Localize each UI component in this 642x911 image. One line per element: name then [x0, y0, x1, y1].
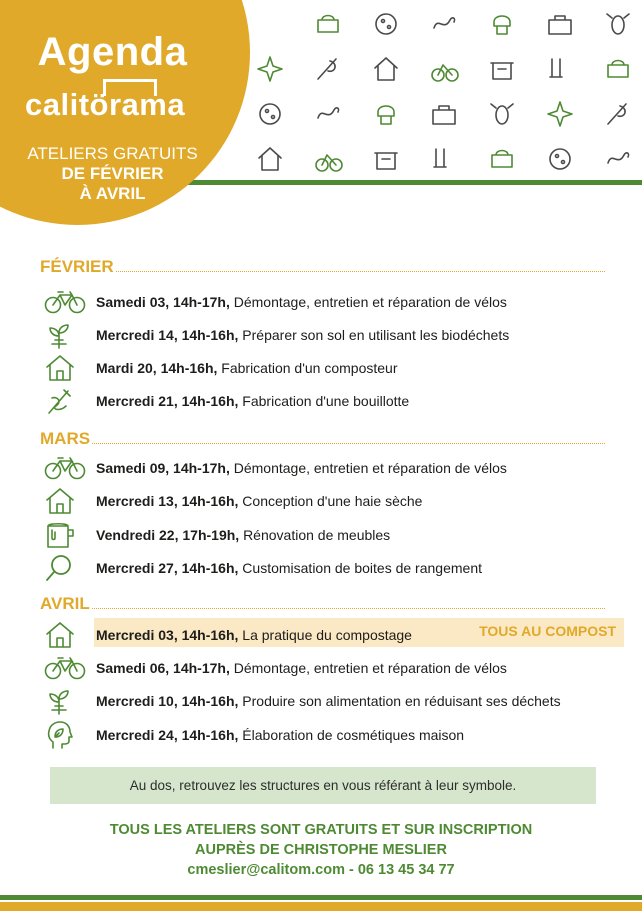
head-leaf-icon — [44, 720, 88, 750]
agenda-item — [44, 320, 624, 350]
brand-name: calitörama — [25, 87, 186, 122]
decorative-icon — [430, 100, 458, 128]
bottom-stripe-green — [0, 895, 642, 900]
decorative-icon — [372, 55, 400, 83]
decorative-icon — [372, 145, 400, 173]
house-icon — [44, 620, 88, 650]
decorative-icon — [256, 145, 284, 173]
agenda-item-date: Mercredi 03, 14h-16h, — [96, 627, 239, 643]
decorative-icon — [430, 10, 458, 38]
decorative-icon — [488, 10, 516, 38]
section-1 — [40, 253, 605, 277]
footer-line-1: TOUS LES ATELIERS SONT GRATUITS ET SUR INSCRIPTION — [109, 822, 533, 838]
decorative-icon — [314, 55, 342, 83]
footer-contact[interactable]: cmeslier@calitom.com - 06 13 45 34 77 — [187, 862, 455, 878]
bottom-stripe-gold — [0, 902, 642, 911]
magnifier-icon — [44, 553, 88, 583]
decorative-icon — [314, 145, 342, 173]
seedling-icon — [44, 686, 88, 716]
decorative-icon — [604, 55, 632, 83]
agenda-item-text — [96, 360, 398, 376]
section-header — [40, 253, 605, 277]
agenda-item — [44, 486, 624, 516]
agenda-item-title: Démontage, entretien et réparation de vélos — [233, 460, 507, 476]
decorative-icon — [604, 10, 632, 38]
section-divider — [116, 271, 605, 272]
decorative-icon — [256, 55, 284, 83]
agenda-item-date: Vendredi 22, 17h-19h, — [96, 527, 240, 543]
agenda-item-text — [96, 693, 561, 709]
seedling-icon — [44, 320, 88, 350]
agenda-item-title: Démontage, entretien et réparation de vélos — [233, 660, 507, 676]
decorative-icon — [546, 55, 574, 83]
agenda-item — [44, 620, 624, 650]
agenda-item — [44, 287, 624, 317]
agenda-item-date: Mercredi 14, 14h-16h, — [96, 327, 239, 343]
agenda-item — [44, 720, 624, 750]
agenda-item-title: Élaboration de cosmétiques maison — [242, 727, 465, 743]
decorative-icon — [430, 145, 458, 173]
info-note: Au dos, retrouvez les structures en vous référant à leur symbole. — [50, 767, 596, 804]
section-divider — [92, 443, 605, 444]
brand-roof-line — [103, 79, 157, 96]
section-header — [40, 590, 605, 614]
agenda-item-text — [96, 327, 509, 343]
agenda-item-title: Conception d'une haie sèche — [242, 493, 423, 509]
agenda-item-title: Fabrication d'une bouillotte — [242, 393, 410, 409]
event-tag: TOUS AU COMPOST — [479, 623, 616, 639]
decorative-icon-grid — [240, 0, 642, 180]
decorative-icon — [546, 145, 574, 173]
agenda-item-title: Produire son alimentation en réduisant ses déchets — [242, 693, 561, 709]
agenda-item-date: Mercredi 21, 14h-16h, — [96, 393, 239, 409]
agenda-item-title: Préparer son sol en utilisant les biodéchets — [242, 327, 510, 343]
agenda-item — [44, 686, 624, 716]
agenda-item-date: Samedi 06, 14h-17h, — [96, 660, 230, 676]
bicycle-icon — [44, 453, 88, 483]
section-title: FÉVRIER — [40, 257, 114, 276]
agenda-item-date: Samedi 03, 14h-17h, — [96, 294, 230, 310]
agenda-item — [44, 386, 624, 416]
agenda-item — [44, 553, 624, 583]
paint-bucket-icon — [44, 520, 88, 550]
decorative-icon — [604, 145, 632, 173]
agenda-item-text — [96, 627, 412, 643]
decorative-icon — [488, 100, 516, 128]
section-title: AVRIL — [40, 594, 90, 613]
section-title: MARS — [40, 429, 91, 448]
subtitle-line-2: DE FÉVRIER — [61, 164, 164, 183]
agenda-item-text — [96, 393, 409, 409]
decorative-icon — [314, 10, 342, 38]
agenda-item — [44, 653, 624, 683]
decorative-icon — [488, 145, 516, 173]
section-header — [40, 425, 605, 449]
section-2 — [40, 425, 605, 449]
agenda-item-date: Mercredi 24, 14h-16h, — [96, 727, 239, 743]
agenda-item-text — [96, 660, 507, 676]
footer-line-2: AUPRÈS DE CHRISTOPHE MESLIER — [195, 842, 447, 858]
decorative-icon — [430, 55, 458, 83]
decorative-icon — [372, 100, 400, 128]
section-divider — [92, 608, 605, 609]
section-3 — [40, 590, 605, 614]
agenda-item-title: Démontage, entretien et réparation de vélos — [233, 294, 507, 310]
decorative-icon — [314, 100, 342, 128]
decorative-icon — [372, 10, 400, 38]
agenda-item-text — [96, 294, 507, 310]
agenda-item-date: Mercredi 13, 14h-16h, — [96, 493, 239, 509]
agenda-item-date: Mercredi 27, 14h-16h, — [96, 560, 239, 576]
subtitle-line-3: À AVRIL — [79, 184, 146, 203]
agenda-title: Agenda — [37, 30, 188, 74]
agenda-item — [44, 353, 624, 383]
house-icon — [44, 353, 88, 383]
needle-icon — [44, 386, 88, 416]
agenda-item-title: Customisation de boites de rangement — [242, 560, 482, 576]
decorative-icon — [488, 55, 516, 83]
decorative-icon — [546, 100, 574, 128]
agenda-item-text — [96, 460, 507, 476]
agenda-item-text — [96, 527, 390, 543]
header — [0, 0, 642, 203]
agenda-item-text — [96, 727, 464, 743]
agenda-item-date: Samedi 09, 14h-17h, — [96, 460, 230, 476]
bicycle-icon — [44, 653, 88, 683]
bicycle-icon — [44, 287, 88, 317]
brand-logo — [25, 85, 215, 131]
decorative-icon — [546, 10, 574, 38]
decorative-icon — [604, 100, 632, 128]
agenda-subtitle — [0, 144, 225, 204]
agenda-item-title: La pratique du compostage — [242, 627, 412, 643]
agenda-item-text — [96, 493, 422, 509]
house-icon — [44, 486, 88, 516]
agenda-item-title: Rénovation de meubles — [243, 527, 391, 543]
agenda-item-date: Mercredi 10, 14h-16h, — [96, 693, 239, 709]
agenda-item — [44, 453, 624, 483]
agenda-item-title: Fabrication d'un composteur — [221, 360, 398, 376]
subtitle-line-1: ATELIERS GRATUITS — [27, 144, 198, 163]
decorative-icon — [256, 100, 284, 128]
agenda-item-date: Mardi 20, 14h-16h, — [96, 360, 218, 376]
agenda-item — [44, 520, 624, 550]
agenda-item-text — [96, 560, 482, 576]
